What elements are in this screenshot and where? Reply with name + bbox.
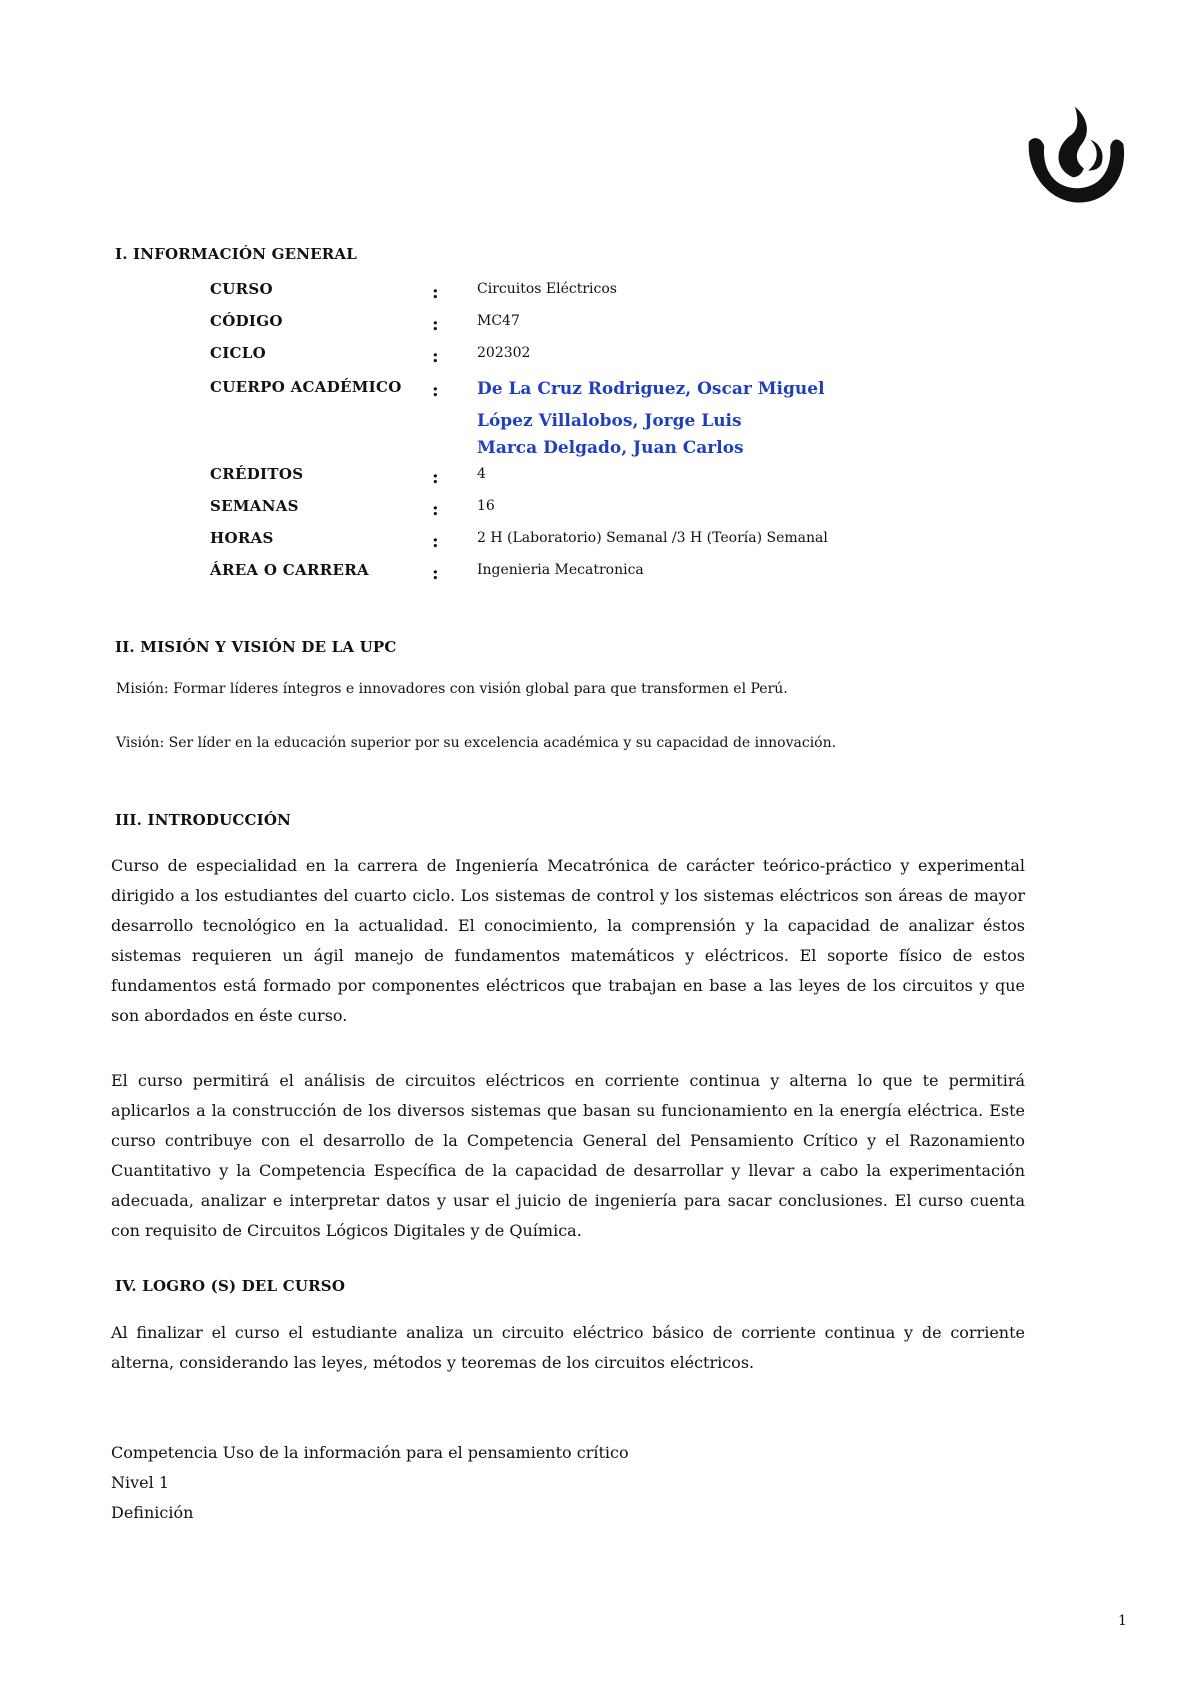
info-colon: :: [432, 467, 439, 488]
info-label: CÓDIGO: [210, 312, 283, 330]
section-title-logro: IV. LOGRO (S) DEL CURSO: [115, 1277, 346, 1295]
competencia-line: Competencia Uso de la información para el pensamiento crítico: [111, 1443, 629, 1462]
faculty-member: López Villalobos, Jorge Luis: [477, 411, 742, 431]
info-row-ciclo: [210, 344, 970, 368]
info-label: CRÉDITOS: [210, 465, 304, 483]
info-value: MC47: [477, 313, 520, 329]
faculty-member: De La Cruz Rodriguez, Oscar Miguel: [477, 379, 825, 399]
info-row-creditos: [210, 465, 970, 489]
info-row-horas: [210, 529, 970, 553]
info-value: 202302: [477, 345, 531, 361]
info-row-area-carrera: [210, 561, 970, 585]
intro-paragraph-1: Curso de especialidad en la carrera de Ingeniería Mecatrónica de carácter teórico-práctico y experimental dirigido a los estudiantes del cuarto ciclo. Los sistemas de control y los sistemas eléctricos son áreas de mayor desarrollo tecnológico en la actualidad. El conocimiento, la comprensión y la capacidad de analizar éstos sistemas requieren un ágil manejo de fundamentos matemáticos y eléctricos. El soporte físico de estos fundamentos está formado por componentes eléctricos que trabajan en base a las leyes de los circuitos y que son abordados en éste curso.: [111, 856, 1025, 1025]
info-row-codigo: [210, 312, 970, 336]
section-title-informacion-general: I. INFORMACIÓN GENERAL: [115, 245, 358, 263]
page-number: 1: [1118, 1613, 1127, 1629]
info-colon: :: [432, 346, 439, 367]
info-colon: :: [432, 563, 439, 584]
section-title-mision-vision: II. MISIÓN Y VISIÓN DE LA UPC: [115, 638, 397, 656]
intro-paragraph-2: El curso permitirá el análisis de circuitos eléctricos en corriente continua y alterna lo que te permitirá aplicarlos a la construcción de los diversos sistemas que basan su funcionamiento en la energía eléctrica. Este curso contribuye con el desarrollo de la Competencia General del Pensamiento Crítico y el Razonamiento Cuantitativo y la Competencia Específica de la capacidad de desarrollar y llevar a cabo la experimentación adecuada, analizar e interpretar datos y usar el juicio de ingeniería para sacar conclusiones. El curso cuenta con requisito de Circuitos Lógicos Digitales y de Química.: [111, 1071, 1025, 1240]
info-label: CICLO: [210, 344, 267, 362]
definicion-line: Definición: [111, 1503, 194, 1522]
info-label: HORAS: [210, 529, 274, 547]
info-row-curso: [210, 280, 970, 304]
info-label: ÁREA O CARRERA: [210, 561, 369, 579]
info-value: 16: [477, 498, 495, 514]
info-row-semanas: [210, 497, 970, 521]
info-label: CURSO: [210, 280, 273, 298]
upc-logo-icon: [1020, 98, 1130, 208]
mision-text: Misión: Formar líderes íntegros e innovadores con visión global para que transformen el Perú.: [116, 681, 788, 697]
info-colon: :: [432, 282, 439, 303]
info-value: 2 H (Laboratorio) Semanal /3 H (Teoría) Semanal: [477, 530, 828, 546]
info-colon: :: [432, 380, 439, 401]
info-colon: :: [432, 314, 439, 335]
info-value: Circuitos Eléctricos: [477, 281, 617, 297]
info-label: SEMANAS: [210, 497, 299, 515]
section-title-introduccion: III. INTRODUCCIÓN: [115, 811, 292, 829]
vision-text: Visión: Ser líder en la educación superior por su excelencia académica y su capacidad de innovación.: [116, 735, 837, 751]
info-value: Ingenieria Mecatronica: [477, 562, 644, 578]
faculty-member: Marca Delgado, Juan Carlos: [477, 438, 744, 458]
info-label: CUERPO ACADÉMICO: [210, 378, 402, 396]
logro-paragraph: Al finalizar el curso el estudiante analiza un circuito eléctrico básico de corriente continua y de corriente alterna, considerando las leyes, métodos y teoremas de los circuitos eléctricos.: [111, 1323, 1025, 1372]
nivel-line: Nivel 1: [111, 1473, 170, 1492]
info-value: 4: [477, 466, 486, 482]
info-colon: :: [432, 531, 439, 552]
info-colon: :: [432, 499, 439, 520]
